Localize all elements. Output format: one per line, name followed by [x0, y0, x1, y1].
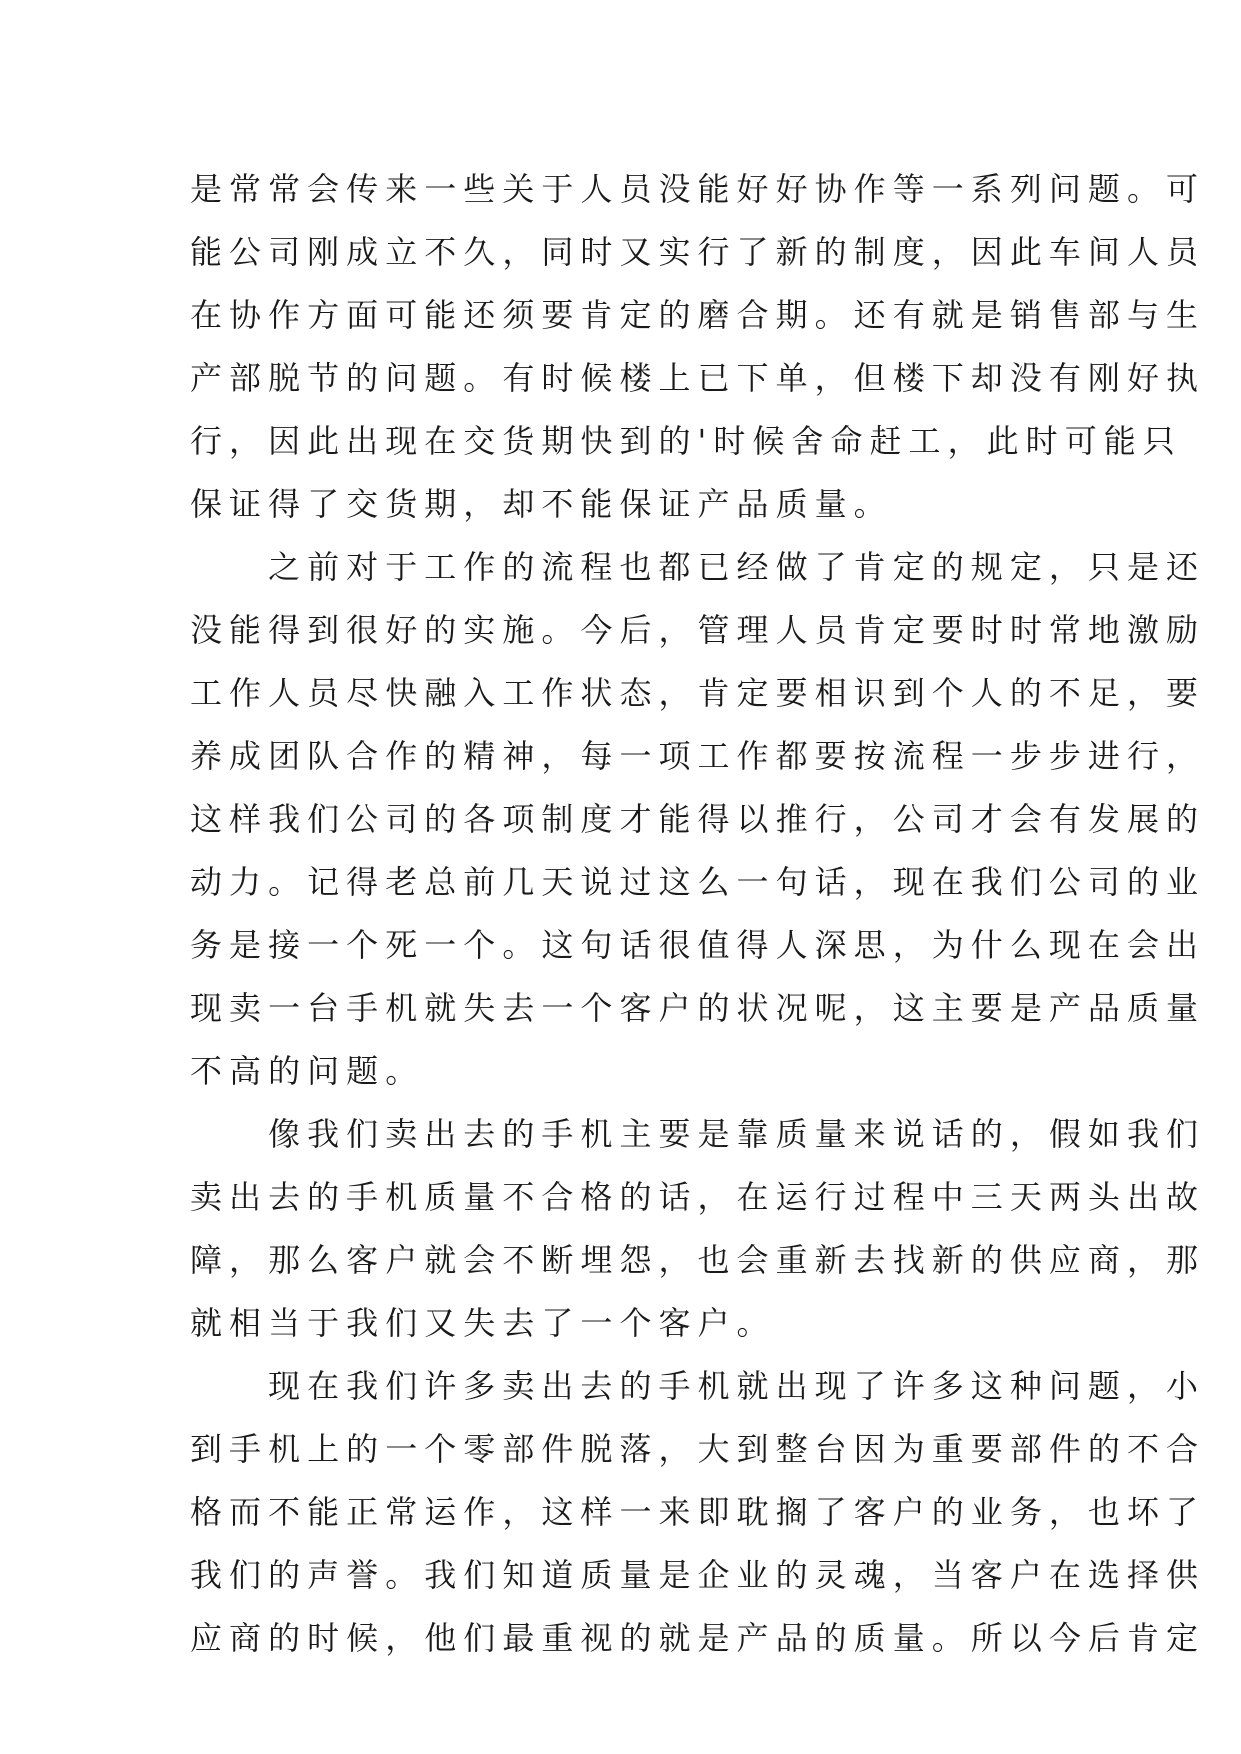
text-line: 能公司刚成立不久，同时又实行了新的制度，因此车间人员: [190, 233, 1206, 271]
text-line: 现卖一台手机就失去一个客户的状况呢，这主要是产品质量: [190, 989, 1206, 1027]
text-line: 工作人员尽快融入工作状态，肯定要相识到个人的不足，要: [190, 674, 1206, 712]
text-line: 不高的问题。: [190, 1052, 425, 1090]
text-line: 应商的时候，他们最重视的就是产品的质量。所以今后肯定: [190, 1619, 1206, 1657]
text-line: 是常常会传来一些关于人员没能好好协作等一系列问题。可: [190, 170, 1206, 208]
text-line: 障，那么客户就会不断埋怨，也会重新去找新的供应商，那: [190, 1241, 1206, 1279]
text-line: 卖出去的手机质量不合格的话，在运行过程中三天两头出故: [190, 1178, 1206, 1216]
text-line: 在协作方面可能还须要肯定的磨合期。还有就是销售部与生: [190, 296, 1206, 334]
text-line: 行，因此出现在交货期快到的'时候舍命赶工，此时可能只: [190, 422, 1182, 460]
text-line: 产部脱节的问题。有时候楼上已下单，但楼下却没有刚好执: [190, 359, 1206, 397]
text-line: 这样我们公司的各项制度才能得以推行，公司才会有发展的: [190, 800, 1206, 838]
text-line: 就相当于我们又失去了一个客户。: [190, 1304, 776, 1342]
text-line: 到手机上的一个零部件脱落，大到整台因为重要部件的不合: [190, 1430, 1206, 1468]
text-line: 之前对于工作的流程也都已经做了肯定的规定，只是还: [190, 548, 1206, 586]
text-line: 务是接一个死一个。这句话很值得人深思，为什么现在会出: [190, 926, 1206, 964]
text-line: 像我们卖出去的手机主要是靠质量来说话的，假如我们: [190, 1115, 1206, 1153]
text-line: 没能得到很好的实施。今后，管理人员肯定要时时常地激励: [190, 611, 1206, 649]
text-line: 养成团队合作的精神，每一项工作都要按流程一步步进行，: [190, 737, 1206, 775]
text-line: 保证得了交货期，却不能保证产品质量。: [190, 485, 893, 523]
text-line: 动力。记得老总前几天说过这么一句话，现在我们公司的业: [190, 863, 1206, 901]
text-line: 现在我们许多卖出去的手机就出现了许多这种问题，小: [190, 1367, 1206, 1405]
document-body: [190, 158, 1206, 1670]
text-line: 格而不能正常运作，这样一来即耽搁了客户的业务，也坏了: [190, 1493, 1206, 1531]
text-line: 我们的声誉。我们知道质量是企业的灵魂，当客户在选择供: [190, 1556, 1206, 1594]
